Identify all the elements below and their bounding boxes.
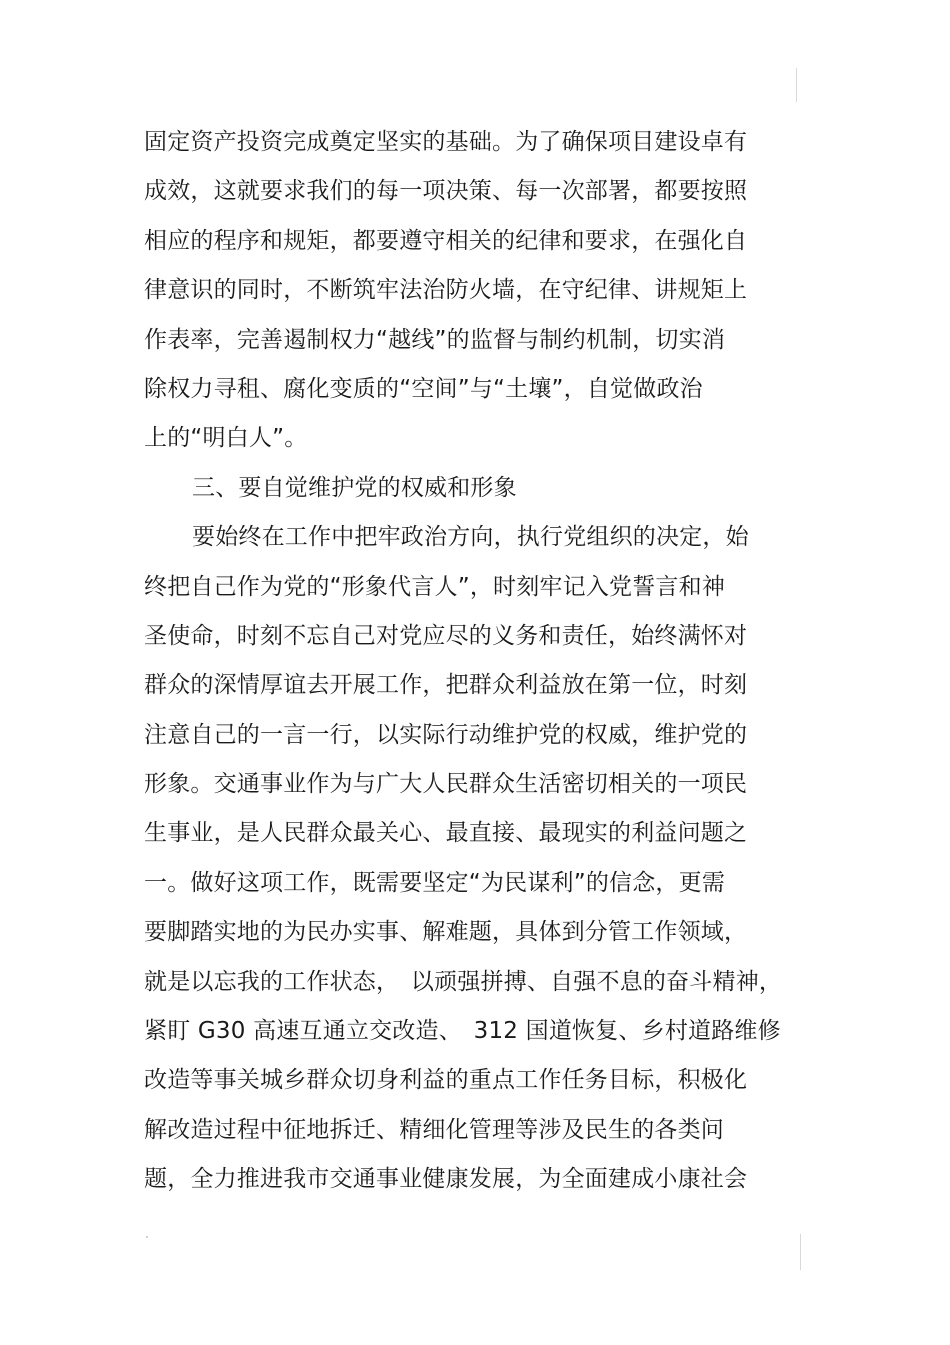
text-line: 上的“明白人”。 bbox=[144, 425, 308, 452]
text-line: 律意识的同时，不断筑牢法治防火墙，在守纪律、讲规矩上 bbox=[144, 277, 748, 304]
text-line: 固定资产投资完成奠定坚实的基础。为了确保项目建设卓有 bbox=[144, 129, 748, 155]
text-line: 相应的程序和规矩，都要遵守相关的纪律和要求，在强化自 bbox=[144, 227, 748, 254]
text-line: 群众的深情厚谊去开展工作，把群众利益放在第一位，时刻 bbox=[144, 672, 748, 699]
text-line: 解改造过程中征地拆迁、精细化管理等涉及民生的各类问 bbox=[144, 1116, 724, 1143]
text-line: 生事业，是人民群众最关心、最直接、最现实的利益问题之 bbox=[144, 820, 748, 847]
text-line: 要脚踏实地的为民办实事、解难题，具体到分管工作领域， bbox=[144, 919, 748, 946]
text-line: 就是以忘我的工作状态， 以顽强拼搏、自强不息的奋斗精神， bbox=[144, 968, 783, 995]
text-line: 题，全力推进我市交通事业健康发展，为全面建成小康社会 bbox=[144, 1166, 748, 1193]
text-line: 形象。交通事业作为与广大人民群众生活密切相关的一项民 bbox=[144, 771, 748, 798]
page-edge-mark-bottom bbox=[800, 1234, 801, 1270]
text-line: 紧盯 G30 高速互通立交改造、 312 国道恢复、乡村道路维修 bbox=[144, 1018, 781, 1045]
text-line: 要始终在工作中把牢政治方向，执行党组织的决定，始 bbox=[192, 524, 749, 551]
text-line: 成效，这就要求我们的每一项决策、每一次部署，都要按照 bbox=[144, 178, 748, 205]
body-text bbox=[144, 118, 794, 1205]
page-edge-mark-top bbox=[796, 68, 797, 102]
text-line: 作表率，完善遏制权力“越线”的监督与制约机制，切实消 bbox=[144, 326, 726, 353]
page-dot-mark bbox=[146, 1236, 148, 1238]
text-line: 改造等事关城乡群众切身利益的重点工作任务目标，积极化 bbox=[144, 1067, 748, 1094]
text-line: 一。做好这项工作，既需要坚定“为民谋利”的信念，更需 bbox=[144, 869, 726, 896]
section-heading: 三、要自觉维护党的权威和形象 bbox=[192, 474, 517, 501]
text-line: 终把自己作为党的“形象代言人”，时刻牢记入党誓言和神 bbox=[144, 573, 726, 600]
text-line: 圣使命，时刻不忘自己对党应尽的义务和责任，始终满怀对 bbox=[144, 622, 748, 649]
text-line: 注意自己的一言一行，以实际行动维护党的权威，维护党的 bbox=[144, 721, 748, 748]
text-line: 除权力寻租、腐化变质的“空间”与“土壤”，自觉做政治 bbox=[144, 375, 703, 402]
